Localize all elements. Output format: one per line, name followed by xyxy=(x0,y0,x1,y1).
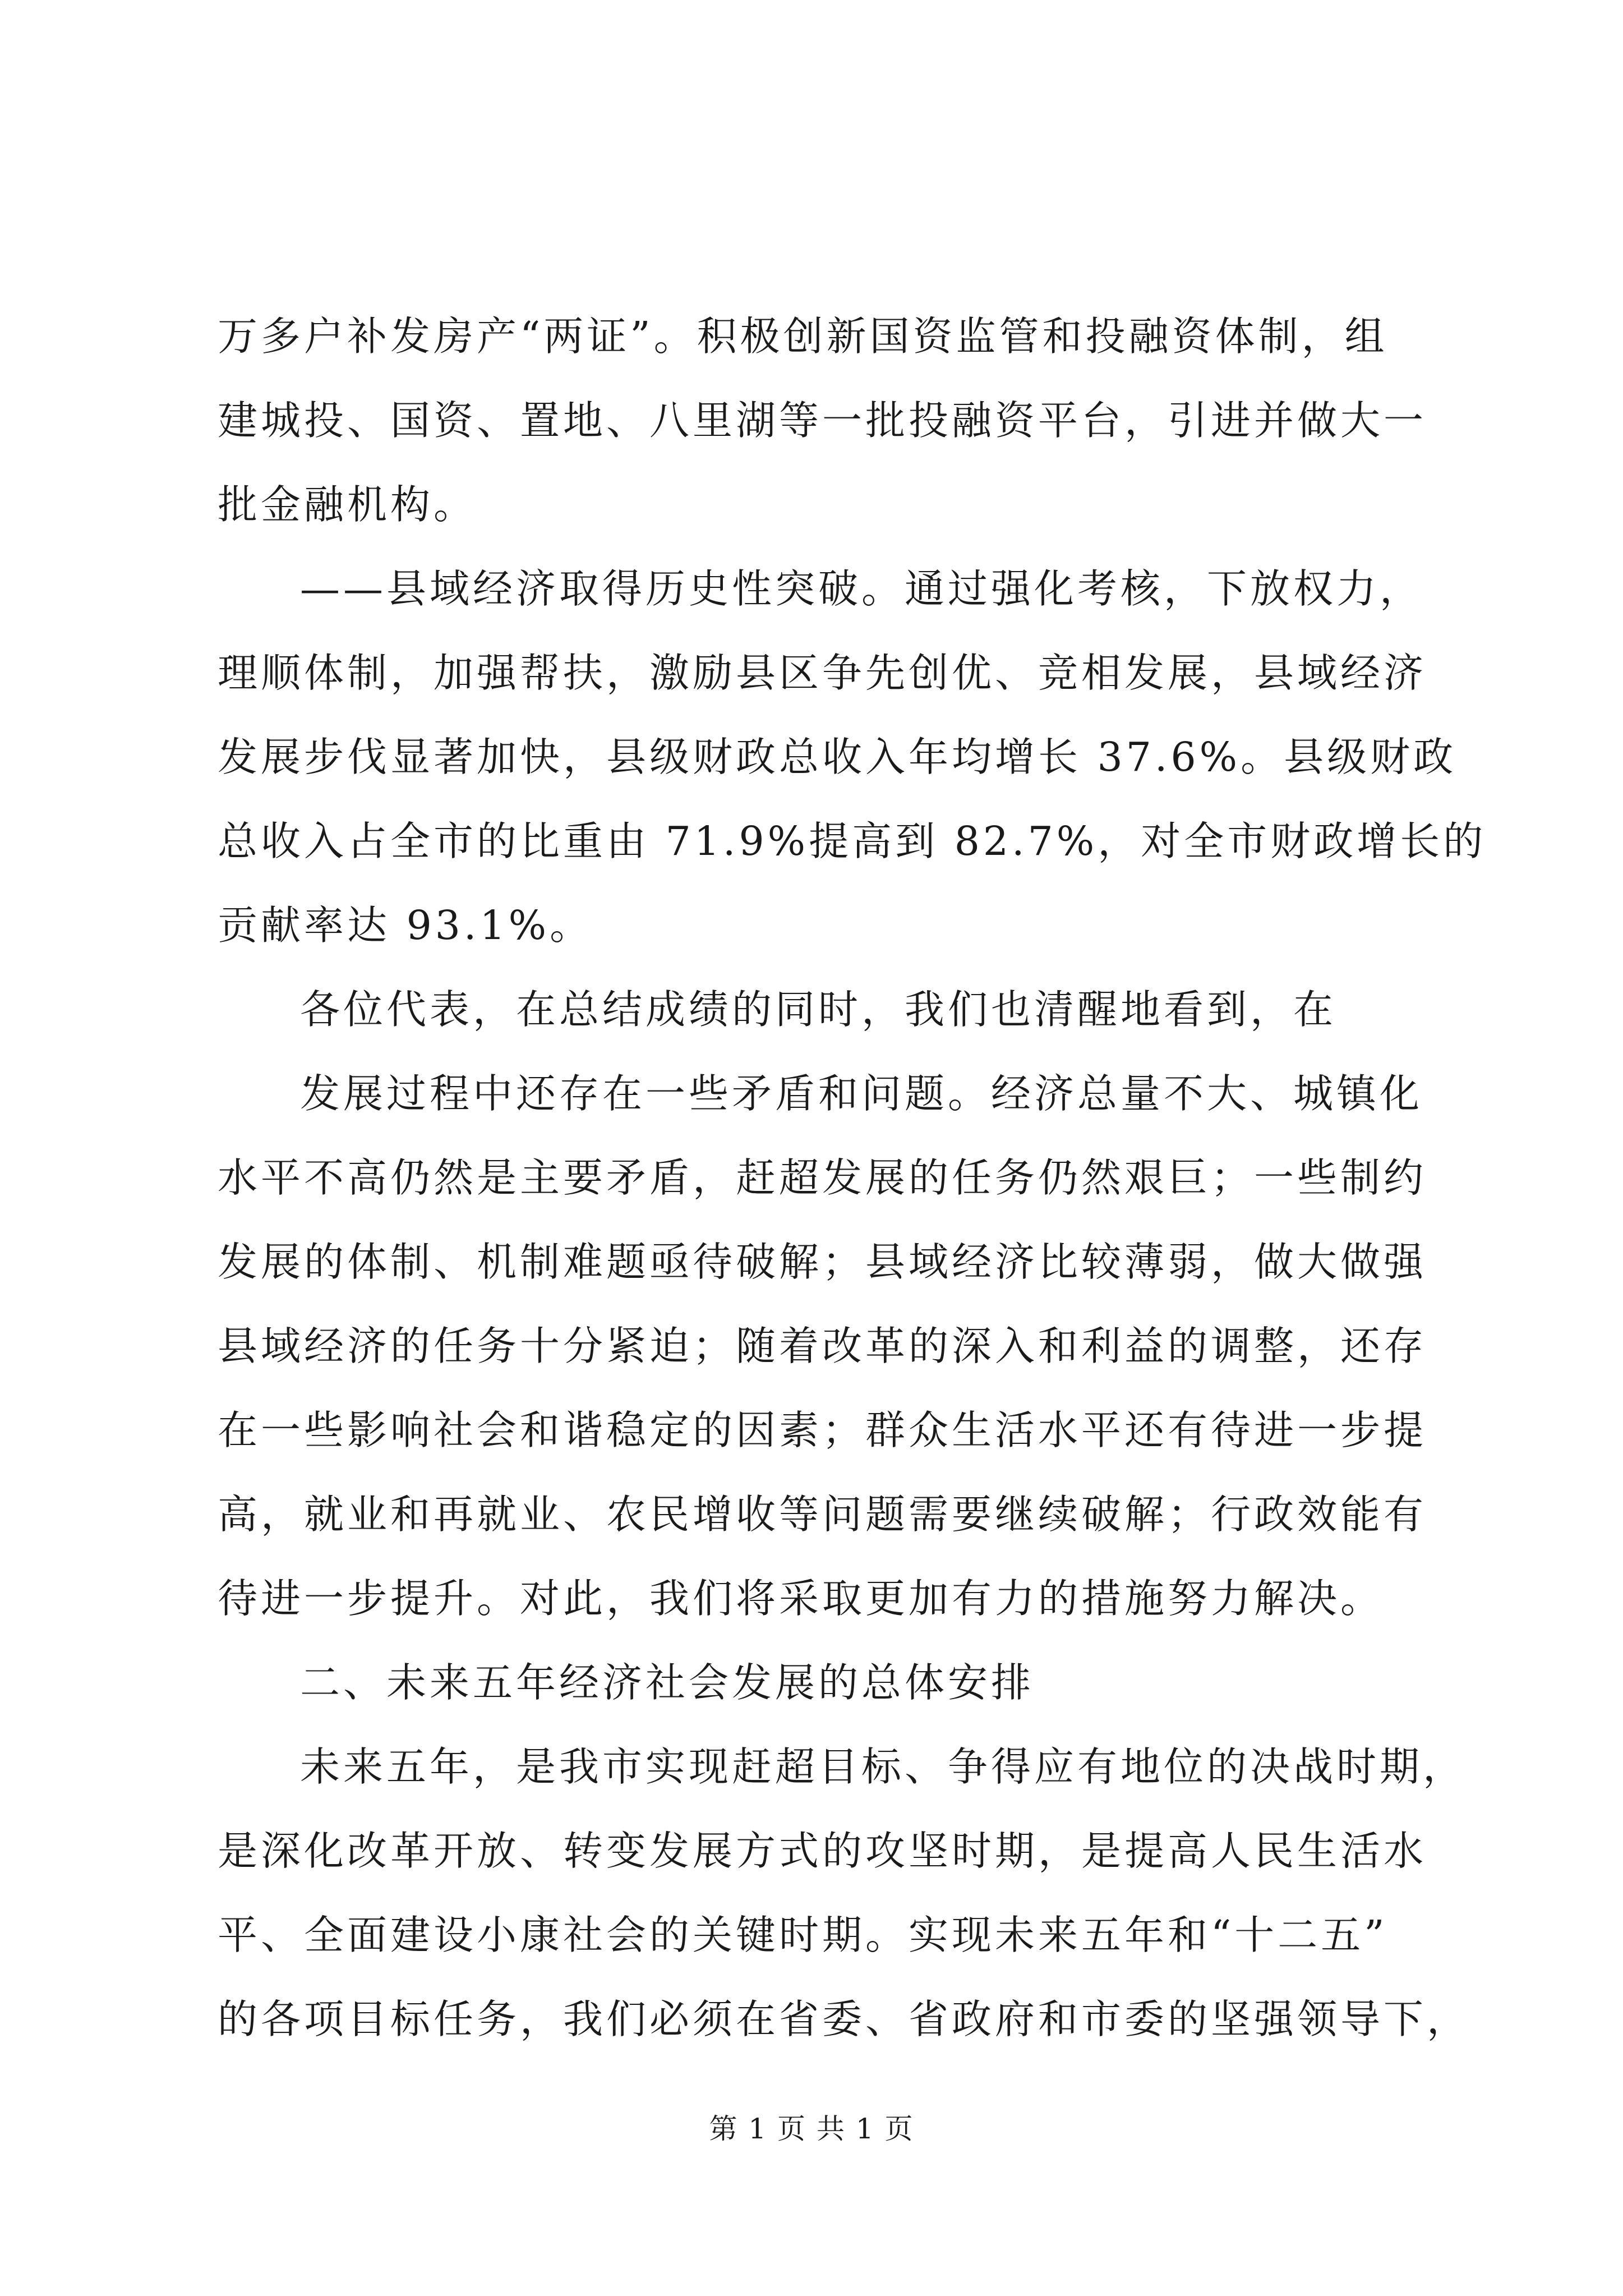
text-line: 在一些影响社会和谐稳定的因素；群众生活水平还有待进一步提 xyxy=(218,1407,1427,1453)
text-line: 批金融机构。 xyxy=(218,481,477,528)
text-line: 高，就业和再就业、农民增收等问题需要继续破解；行政效能有 xyxy=(218,1491,1427,1538)
text-line: 发展步伐显著加快，县级财政总收入年均增长 37.6%。县级财政 xyxy=(218,734,1457,780)
page-number-footer: 第 1 页 共 1 页 xyxy=(709,2113,914,2145)
text-line: 贡献率达 93.1%。 xyxy=(218,902,593,949)
text-line: 发展的体制、机制难题亟待破解；县域经济比较薄弱，做大做强 xyxy=(218,1239,1427,1285)
text-line: 的各项目标任务，我们必须在省委、省政府和市委的坚强领导下， xyxy=(218,1996,1470,2042)
text-line: 万多户补发房产“两证”。积极创新国资监管和投融资体制，组 xyxy=(218,313,1388,360)
section-heading: 二、未来五年经济社会发展的总体安排 xyxy=(300,1659,1035,1706)
text-line: 是深化改革开放、转变发展方式的攻坚时期，是提高人民生活水 xyxy=(218,1828,1427,1874)
text-line: 水平不高仍然是主要矛盾，赶超发展的任务仍然艰巨；一些制约 xyxy=(218,1154,1427,1201)
text-line: 建城投、国资、置地、八里湖等一批投融资平台，引进并做大一 xyxy=(218,397,1427,444)
text-line: 各位代表，在总结成绩的同时，我们也清醒地看到，在 xyxy=(300,986,1337,1033)
text-line: 总收入占全市的比重由 71.9%提高到 82.7%，对全市财政增长的 xyxy=(218,818,1487,864)
text-line: 平、全面建设小康社会的关键时期。实现未来五年和“十二五” xyxy=(218,1912,1388,1958)
text-line: 未来五年，是我市实现赶超目标、争得应有地位的决战时期， xyxy=(300,1743,1467,1790)
text-line: 理顺体制，加强帮扶，激励县区争先创优、竞相发展，县域经济 xyxy=(218,650,1427,696)
text-line: 待进一步提升。对此，我们将采取更加有力的措施努力解决。 xyxy=(218,1575,1384,1622)
text-line: 发展过程中还存在一些矛盾和问题。经济总量不大、城镇化 xyxy=(300,1070,1423,1117)
text-line: 县域经济的任务十分紧迫；随着改革的深入和利益的调整，还存 xyxy=(218,1323,1427,1369)
section-heading-line: ——县域经济取得历史性突破。通过强化考核，下放权力， xyxy=(300,565,1423,612)
